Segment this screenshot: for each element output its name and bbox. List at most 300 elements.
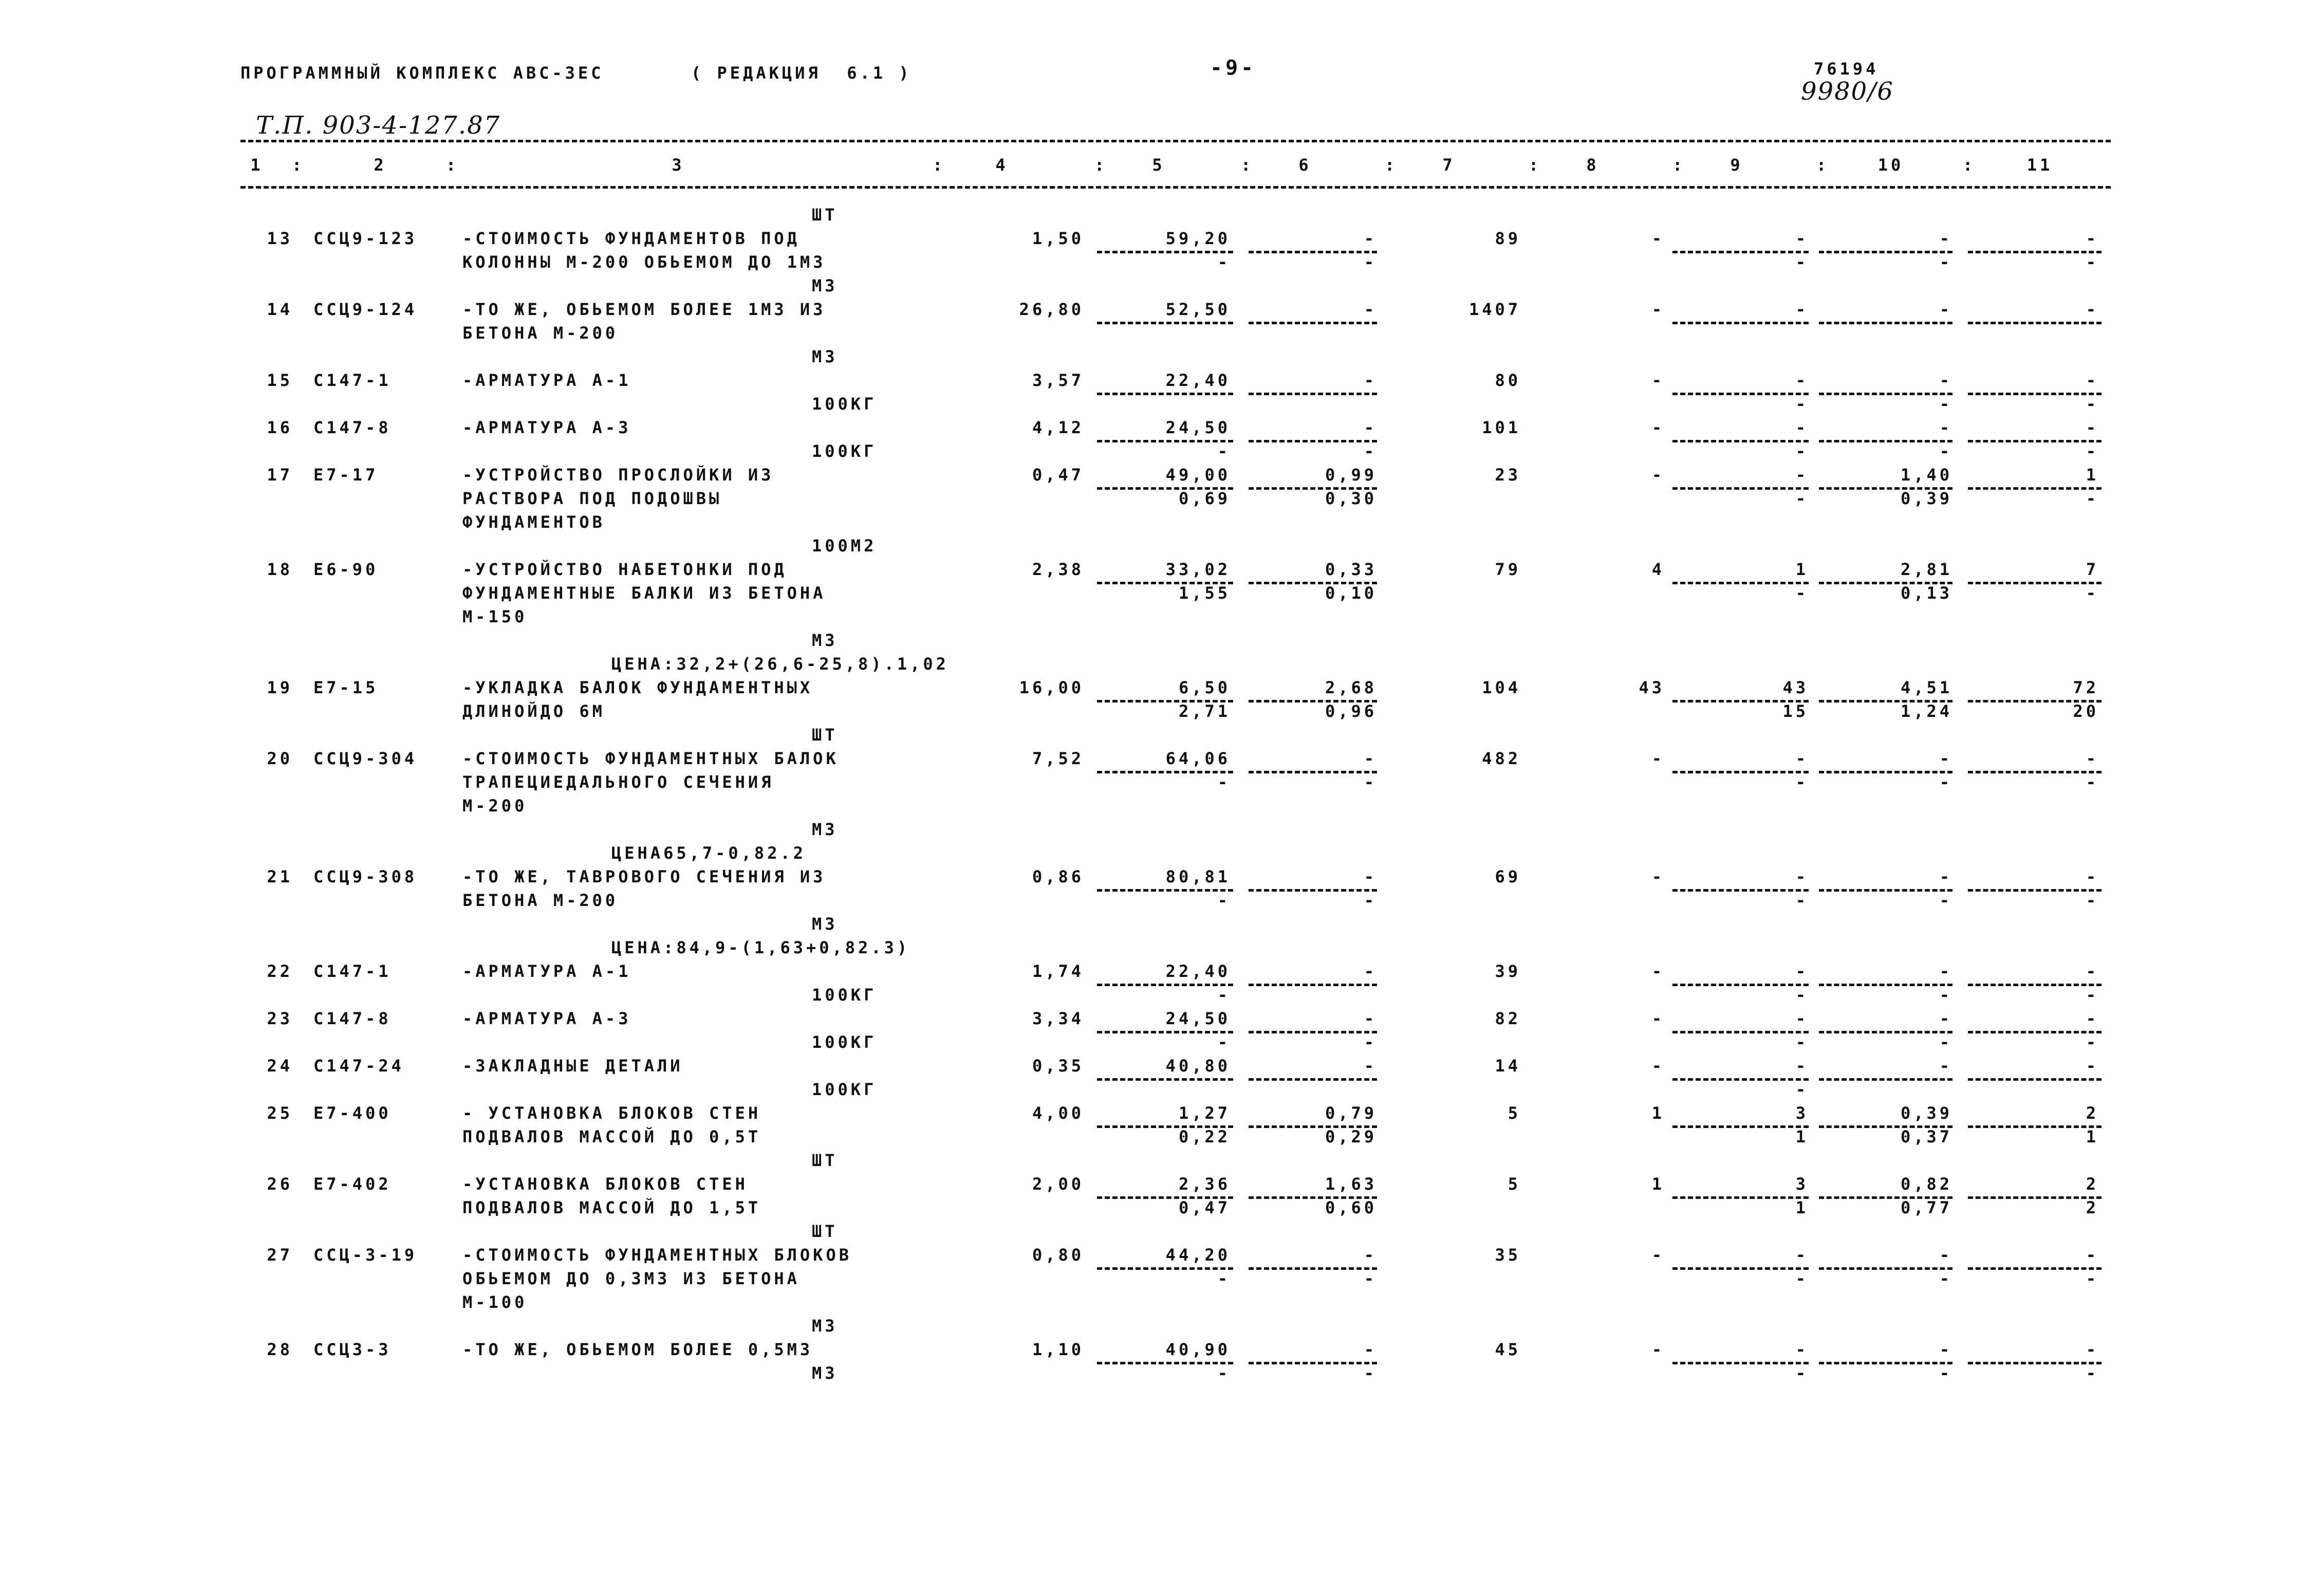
cell-c8: - [1651, 749, 1665, 768]
cell-c10: 2,81 [1900, 560, 1953, 579]
cell-c9b: - [1795, 583, 1809, 603]
column-header-9: 9 [1730, 155, 1743, 175]
column-header-10: 10 [1877, 155, 1904, 175]
value-separator [1672, 322, 1809, 324]
column-header-3: 3 [672, 155, 685, 175]
quantity-cell: 7,52 [1032, 749, 1084, 768]
cell-c10b: - [1939, 985, 1953, 1005]
work-description: -СТОИМОСТЬ ФУНДАМЕНТОВ ПОД [462, 229, 800, 248]
work-description: -ТО ЖЕ, ОБЬЕМОМ БОЛЕЕ 1М3 ИЗ [462, 300, 826, 319]
quantity-cell: 1,50 [1032, 229, 1084, 248]
cell-c10: - [1939, 749, 1953, 768]
work-description: ОБЬЕМОМ ДО 0,3М3 ИЗ БЕТОНА [462, 1269, 800, 1288]
row-number: 27 [267, 1245, 293, 1265]
quantity-cell: 16,00 [1019, 678, 1084, 697]
row-number: 24 [267, 1056, 293, 1076]
cell-c7: 482 [1482, 749, 1521, 768]
work-code: С147-8 [313, 1009, 392, 1028]
cell-c11b: 2 [2086, 1198, 2099, 1217]
cell-c5: 1,27 [1178, 1103, 1231, 1123]
cell-c9: - [1795, 229, 1809, 248]
quantity-cell: 4,12 [1032, 418, 1084, 437]
cell-c10: - [1939, 1056, 1953, 1076]
cell-c9b: - [1795, 489, 1809, 508]
cell-c5b: - [1217, 772, 1231, 792]
quantity-cell: 0,86 [1032, 867, 1084, 886]
work-code: С147-8 [313, 418, 392, 437]
cell-c5: 2,36 [1178, 1174, 1231, 1194]
cell-c11: 2 [2086, 1103, 2099, 1123]
cell-c6b: 0,29 [1325, 1127, 1377, 1147]
cell-c7: 69 [1495, 867, 1521, 886]
cell-c7: 82 [1495, 1009, 1521, 1028]
cell-c10b: - [1939, 394, 1953, 414]
cell-c11: 72 [2073, 678, 2099, 697]
work-code: ССЦ9-304 [313, 749, 418, 768]
cell-c10: - [1939, 1340, 1953, 1359]
cell-c6b: 0,10 [1325, 583, 1377, 603]
cell-c7: 5 [1508, 1103, 1521, 1123]
work-description: -ЗАКЛАДНЫЕ ДЕТАЛИ [462, 1056, 683, 1076]
cell-c9: - [1795, 962, 1809, 981]
cell-c11: - [2086, 1245, 2099, 1265]
cell-c5b: 2,71 [1178, 701, 1231, 721]
unit-label: 100М2 [812, 536, 877, 556]
work-description: -ТО ЖЕ, ОБЬЕМОМ БОЛЕЕ 0,5М3 [462, 1340, 813, 1359]
cell-c11: - [2086, 1340, 2099, 1359]
cell-c11b: - [2086, 252, 2099, 272]
cell-c10: 0,39 [1900, 1103, 1953, 1123]
work-code: ССЦ9-123 [313, 229, 418, 248]
work-description: -СТОИМОСТЬ ФУНДАМЕНТНЫХ БАЛОК [462, 749, 839, 768]
cell-c6b: 0,96 [1325, 701, 1377, 721]
cell-c6b: - [1364, 252, 1377, 272]
column-separator: : [1672, 155, 1686, 175]
cell-c5b: - [1217, 891, 1231, 910]
cell-c5b: - [1217, 985, 1231, 1005]
unit-label: 100КГ [812, 441, 877, 461]
cell-c11b: - [2086, 1363, 2099, 1383]
unit-label: М3 [812, 820, 838, 839]
cell-c7: 79 [1495, 560, 1521, 579]
column-header-11: 11 [2026, 155, 2053, 175]
cell-c9b: - [1795, 1032, 1809, 1052]
work-description: БЕТОНА М-200 [462, 891, 619, 910]
work-code: Е6-90 [313, 560, 379, 579]
cell-c8: 1 [1651, 1103, 1665, 1123]
cell-c10: - [1939, 418, 1953, 437]
cell-c6: 2,68 [1325, 678, 1377, 697]
cell-c8: - [1651, 418, 1665, 437]
price-formula: ЦЕНА65,7-0,82.2 [611, 843, 806, 863]
value-separator [1968, 1078, 2102, 1081]
quantity-cell: 2,38 [1032, 560, 1084, 579]
cell-c6: - [1364, 371, 1377, 390]
work-description: М-200 [462, 796, 528, 816]
work-code: ССЦ-3-19 [313, 1245, 418, 1265]
cell-c5b: - [1217, 1032, 1231, 1052]
work-description: РАСТВОРА ПОД ПОДОШВЫ [462, 489, 722, 508]
cell-c9b: - [1795, 772, 1809, 792]
program-title: ПРОГРАММНЫЙ КОМПЛЕКС АВС-3ЕС [240, 63, 604, 83]
cell-c10: - [1939, 371, 1953, 390]
cell-c10b: 0,77 [1900, 1198, 1953, 1217]
cell-c7: 35 [1495, 1245, 1521, 1265]
cell-c9: - [1795, 1009, 1809, 1028]
work-description: -АРМАТУРА А-3 [462, 418, 631, 437]
cell-c6b: 0,60 [1325, 1198, 1377, 1217]
cell-c10: 4,51 [1900, 678, 1953, 697]
cell-c6b: - [1364, 772, 1377, 792]
work-description: -УКЛАДКА БАЛОК ФУНДАМЕНТНЫХ [462, 678, 813, 697]
unit-label: М3 [812, 1363, 838, 1383]
work-description: ПОДВАЛОВ МАССОЙ ДО 1,5Т [462, 1198, 761, 1217]
column-header-2: 2 [374, 155, 387, 175]
work-code: С147-1 [313, 371, 392, 390]
cell-c10b: 0,13 [1900, 583, 1953, 603]
cell-c6: - [1364, 1245, 1377, 1265]
cell-c11b: - [2086, 1032, 2099, 1052]
work-description: ПОДВАЛОВ МАССОЙ ДО 0,5Т [462, 1127, 761, 1147]
column-separator: : [446, 155, 459, 175]
cell-c5b: 1,55 [1178, 583, 1231, 603]
cell-c7: 101 [1482, 418, 1521, 437]
unit-label: М3 [812, 276, 838, 295]
cell-c6b: - [1364, 1269, 1377, 1288]
work-description: М-150 [462, 607, 528, 626]
column-separator: : [1963, 155, 1976, 175]
cell-c6: - [1364, 418, 1377, 437]
cell-c10b: 0,39 [1900, 489, 1953, 508]
unit-label: М3 [812, 347, 838, 366]
cell-c6: 0,33 [1325, 560, 1377, 579]
cell-c11: - [2086, 371, 2099, 390]
work-description: -АРМАТУРА А-3 [462, 1009, 631, 1028]
cell-c7: 1407 [1468, 300, 1521, 319]
cell-c11: - [2086, 300, 2099, 319]
unit-label: М3 [812, 914, 838, 934]
cell-c7: 104 [1482, 678, 1521, 697]
cell-c11b: 20 [2073, 701, 2099, 721]
cell-c6: 1,63 [1325, 1174, 1377, 1194]
cell-c5b: - [1217, 252, 1231, 272]
work-description: -АРМАТУРА А-1 [462, 962, 631, 981]
cell-c9: 3 [1795, 1174, 1809, 1194]
cell-c8: - [1651, 229, 1665, 248]
doc-number: 76194 [1814, 59, 1879, 79]
unit-label: ШТ [812, 725, 838, 745]
cell-c11: - [2086, 1009, 2099, 1028]
cell-c7: 5 [1508, 1174, 1521, 1194]
value-separator [1097, 1078, 1233, 1081]
row-number: 20 [267, 749, 293, 768]
unit-label: ШТ [812, 205, 838, 225]
cell-c5b: - [1217, 1269, 1231, 1288]
column-separator: : [1529, 155, 1542, 175]
cell-c10b: 1,24 [1900, 701, 1953, 721]
column-separator: : [1094, 155, 1108, 175]
cell-c9b: - [1795, 891, 1809, 910]
unit-label: 100КГ [812, 394, 877, 414]
cell-c8: - [1651, 962, 1665, 981]
cell-c5: 6,50 [1178, 678, 1231, 697]
cell-c8: 4 [1651, 560, 1665, 579]
cell-c5: 33,02 [1165, 560, 1231, 579]
cell-c10b: - [1939, 1269, 1953, 1288]
column-separator: : [1816, 155, 1830, 175]
work-code: Е7-17 [313, 465, 379, 485]
cell-c5: 40,90 [1165, 1340, 1231, 1359]
cell-c9b: - [1795, 394, 1809, 414]
cell-c9b: - [1795, 985, 1809, 1005]
work-description: -УСТАНОВКА БЛОКОВ СТЕН [462, 1174, 748, 1194]
work-code: С147-1 [313, 962, 392, 981]
unit-label: ШТ [812, 1222, 838, 1241]
cell-c11b: - [2086, 441, 2099, 461]
cell-c10: - [1939, 1009, 1953, 1028]
value-separator [1097, 322, 1233, 324]
cell-c11b: - [2086, 583, 2099, 603]
cell-c9: 43 [1782, 678, 1809, 697]
row-number: 22 [267, 962, 293, 981]
cell-c5: 80,81 [1165, 867, 1231, 886]
work-description: -АРМАТУРА А-1 [462, 371, 631, 390]
column-separator: : [933, 155, 946, 175]
value-separator [1097, 393, 1233, 395]
cell-c7: 23 [1495, 465, 1521, 485]
cell-c11: 1 [2086, 465, 2099, 485]
cell-c10b: - [1939, 441, 1953, 461]
cell-c9: 3 [1795, 1103, 1809, 1123]
cell-c6: 0,79 [1325, 1103, 1377, 1123]
value-separator [1249, 322, 1377, 324]
cell-c9b: 15 [1782, 701, 1809, 721]
row-number: 14 [267, 300, 293, 319]
cell-c7: 39 [1495, 962, 1521, 981]
quantity-cell: 1,74 [1032, 962, 1084, 981]
column-header-4: 4 [995, 155, 1009, 175]
quantity-cell: 0,47 [1032, 465, 1084, 485]
cell-c11: - [2086, 1056, 2099, 1076]
column-header-5: 5 [1152, 155, 1165, 175]
unit-label: М3 [812, 1316, 838, 1336]
cell-c9b: 1 [1795, 1127, 1809, 1147]
column-separator: : [1241, 155, 1254, 175]
work-code: Е7-15 [313, 678, 379, 697]
cell-c11b: - [2086, 394, 2099, 414]
cell-c5b: - [1217, 441, 1231, 461]
cell-c6: - [1364, 1340, 1377, 1359]
cell-c6: - [1364, 229, 1377, 248]
row-number: 18 [267, 560, 293, 579]
header-rule-bottom [240, 186, 2111, 189]
cell-c9: - [1795, 867, 1809, 886]
cell-c8: - [1651, 1340, 1665, 1359]
cell-c9b: - [1795, 1269, 1809, 1288]
column-header-1: 1 [250, 155, 264, 175]
unit-label: 100КГ [812, 1080, 877, 1099]
cell-c6b: - [1364, 1363, 1377, 1383]
cell-c8: 1 [1651, 1174, 1665, 1194]
cell-c9b: - [1795, 1363, 1809, 1383]
value-separator [1249, 393, 1377, 395]
price-formula: ЦЕНА:32,2+(26,6-25,8).1,02 [611, 654, 949, 674]
unit-label: 100КГ [812, 985, 877, 1005]
cell-c6: - [1364, 962, 1377, 981]
cell-c9: - [1795, 749, 1809, 768]
cell-c5: 52,50 [1165, 300, 1231, 319]
cell-c7: 80 [1495, 371, 1521, 390]
cell-c5: 59,20 [1165, 229, 1231, 248]
cell-c7: 14 [1495, 1056, 1521, 1076]
work-description: - УСТАНОВКА БЛОКОВ СТЕН [462, 1103, 761, 1123]
cell-c9: - [1795, 1056, 1809, 1076]
cell-c8: - [1651, 465, 1665, 485]
quantity-cell: 2,00 [1032, 1174, 1084, 1194]
row-number: 26 [267, 1174, 293, 1194]
cell-c11b: - [2086, 891, 2099, 910]
cell-c8: - [1651, 1009, 1665, 1028]
cell-c5: 24,50 [1165, 418, 1231, 437]
header-rule-top [240, 140, 2111, 142]
cell-c11b: 1 [2086, 1127, 2099, 1147]
cell-c9: - [1795, 1245, 1809, 1265]
column-header-8: 8 [1586, 155, 1600, 175]
cell-c8: - [1651, 1245, 1665, 1265]
cell-c9: - [1795, 371, 1809, 390]
handwritten-code: 9980/6 [1801, 77, 1894, 106]
work-description: М-100 [462, 1292, 528, 1312]
column-header-7: 7 [1442, 155, 1456, 175]
edition-label: ( РЕДАКЦИЯ 6.1 ) [691, 63, 912, 83]
cell-c7: 45 [1495, 1340, 1521, 1359]
work-description: ФУНДАМЕНТНЫЕ БАЛКИ ИЗ БЕТОНА [462, 583, 826, 603]
unit-label: ШТ [812, 1151, 838, 1170]
cell-c6b: 0,30 [1325, 489, 1377, 508]
cell-c6: - [1364, 1056, 1377, 1076]
cell-c9b: 1 [1795, 1198, 1809, 1217]
work-code: ССЦ3-3 [313, 1340, 392, 1359]
cell-c6: - [1364, 1009, 1377, 1028]
quantity-cell: 0,80 [1032, 1245, 1084, 1265]
cell-c10: - [1939, 229, 1953, 248]
cell-c8: 43 [1639, 678, 1665, 697]
unit-label: 100КГ [812, 1032, 877, 1052]
work-description: КОЛОННЫ М-200 ОБЬЕМОМ ДО 1М3 [462, 252, 826, 272]
cell-c6b: - [1364, 441, 1377, 461]
row-number: 25 [267, 1103, 293, 1123]
value-separator [1249, 1078, 1377, 1081]
cell-c9: 1 [1795, 560, 1809, 579]
row-number: 15 [267, 371, 293, 390]
value-separator [1819, 1078, 1953, 1081]
cell-c7: 89 [1495, 229, 1521, 248]
cell-c10b: - [1939, 772, 1953, 792]
cell-c5b: 0,22 [1178, 1127, 1231, 1147]
cell-c9b: - [1795, 1080, 1809, 1099]
cell-c5: 22,40 [1165, 371, 1231, 390]
work-description: БЕТОНА М-200 [462, 323, 619, 343]
cell-c5: 40,80 [1165, 1056, 1231, 1076]
page-number: -9- [1210, 56, 1257, 80]
quantity-cell: 4,00 [1032, 1103, 1084, 1123]
cell-c11: - [2086, 749, 2099, 768]
work-description: -УСТРОЙСТВО НАБЕТОНКИ ПОД [462, 560, 787, 579]
work-code: ССЦ9-124 [313, 300, 418, 319]
work-description: ТРАПЕЦИЕДАЛЬНОГО СЕЧЕНИЯ [462, 772, 774, 792]
cell-c10b: 0,37 [1900, 1127, 1953, 1147]
cell-c9: - [1795, 418, 1809, 437]
cell-c9b: - [1795, 441, 1809, 461]
work-description: ДЛИНОЙДО 6М [462, 701, 605, 721]
cell-c10b: - [1939, 252, 1953, 272]
cell-c6b: - [1364, 1032, 1377, 1052]
cell-c10b: - [1939, 1032, 1953, 1052]
cell-c6: - [1364, 300, 1377, 319]
quantity-cell: 0,35 [1032, 1056, 1084, 1076]
cell-c11: - [2086, 418, 2099, 437]
work-description: ФУНДАМЕНТОВ [462, 512, 605, 532]
cell-c6: - [1364, 867, 1377, 886]
project-code: Т.П. 903-4-127.87 [256, 111, 501, 140]
cell-c5: 22,40 [1165, 962, 1231, 981]
quantity-cell: 1,10 [1032, 1340, 1084, 1359]
cell-c5b: 0,69 [1178, 489, 1231, 508]
cell-c11: 7 [2086, 560, 2099, 579]
row-number: 19 [267, 678, 293, 697]
cell-c9: - [1795, 300, 1809, 319]
cell-c8: - [1651, 867, 1665, 886]
cell-c10: 1,40 [1900, 465, 1953, 485]
cell-c9: - [1795, 465, 1809, 485]
cell-c6: 0,99 [1325, 465, 1377, 485]
value-separator [1968, 322, 2102, 324]
cell-c5: 49,00 [1165, 465, 1231, 485]
work-code: С147-24 [313, 1056, 404, 1076]
price-formula: ЦЕНА:84,9-(1,63+0,82.3) [611, 938, 910, 957]
work-code: Е7-400 [313, 1103, 392, 1123]
value-separator [1819, 322, 1953, 324]
cell-c5: 44,20 [1165, 1245, 1231, 1265]
work-description: -УСТРОЙСТВО ПРОСЛОЙКИ ИЗ [462, 465, 774, 485]
unit-label: М3 [812, 631, 838, 650]
row-number: 23 [267, 1009, 293, 1028]
column-header-6: 6 [1298, 155, 1312, 175]
column-separator: : [292, 155, 305, 175]
value-separator [1249, 984, 1377, 986]
row-number: 28 [267, 1340, 293, 1359]
row-number: 17 [267, 465, 293, 485]
work-description: -ТО ЖЕ, ТАВРОВОГО СЕЧЕНИЯ ИЗ [462, 867, 826, 886]
work-code: Е7-402 [313, 1174, 392, 1194]
cell-c9: - [1795, 1340, 1809, 1359]
cell-c11b: - [2086, 772, 2099, 792]
cell-c10: - [1939, 962, 1953, 981]
work-description: -СТОИМОСТЬ ФУНДАМЕНТНЫХ БЛОКОВ [462, 1245, 852, 1265]
cell-c5: 64,06 [1165, 749, 1231, 768]
cell-c8: - [1651, 371, 1665, 390]
cell-c11: - [2086, 962, 2099, 981]
cell-c5b: 0,47 [1178, 1198, 1231, 1217]
row-number: 16 [267, 418, 293, 437]
cell-c6: - [1364, 749, 1377, 768]
row-number: 13 [267, 229, 293, 248]
cell-c11: - [2086, 229, 2099, 248]
cell-c10b: - [1939, 891, 1953, 910]
cell-c5b: - [1217, 1363, 1231, 1383]
work-code: ССЦ9-308 [313, 867, 418, 886]
cell-c9b: - [1795, 252, 1809, 272]
